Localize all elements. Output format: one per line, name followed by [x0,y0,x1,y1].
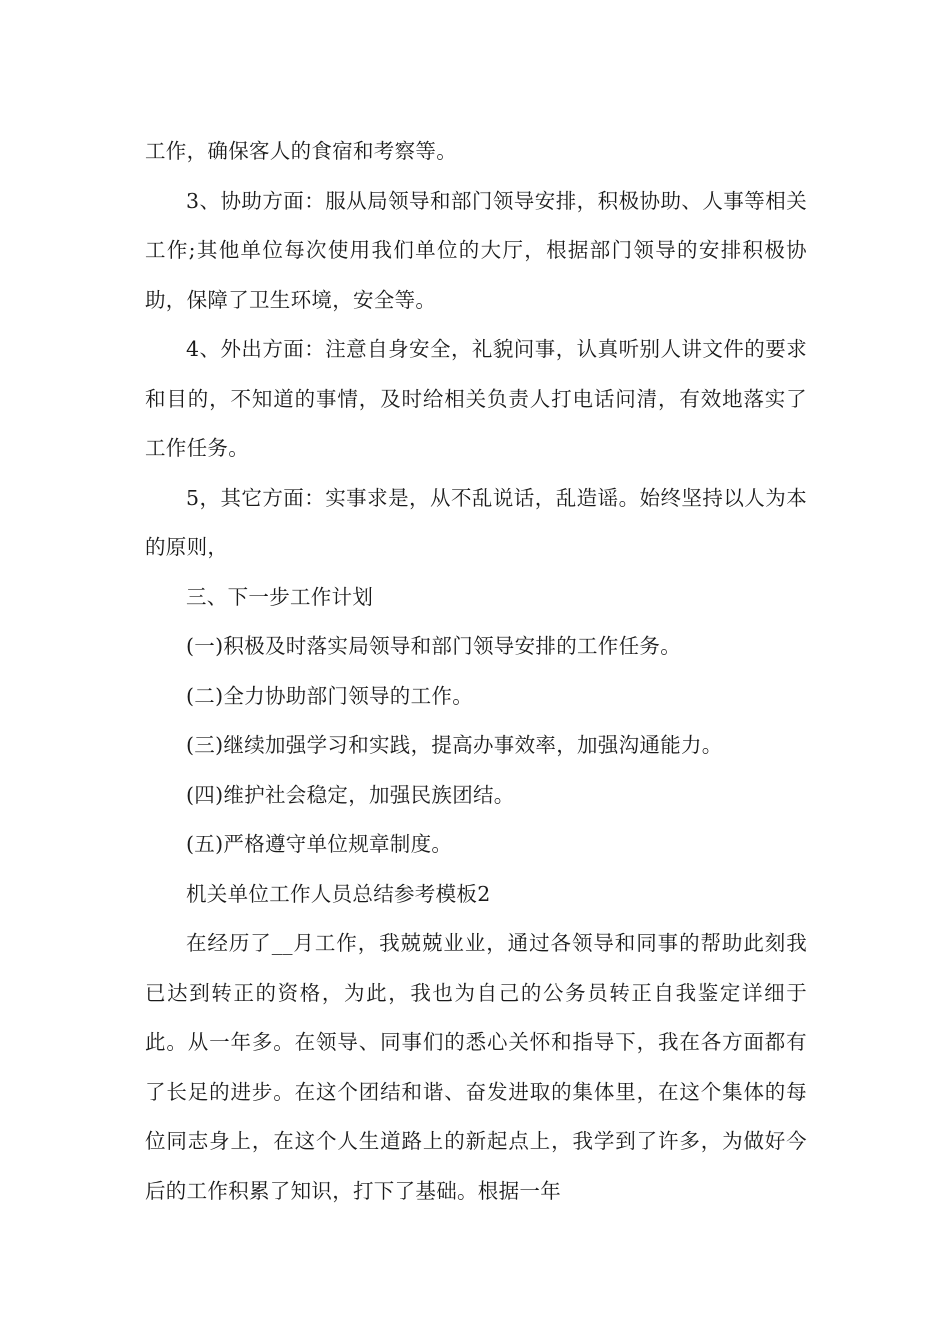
plan-item-5: (五)严格遵守单位规章制度。 [186,832,453,856]
paragraph-1: 工作，确保客人的食宿和考察等。 [145,139,457,163]
paragraph-3: 4、外出方面：注意自身安全，礼貌问事，认真听别人讲文件的要求和目的，不知道的事情，及时给相关负责人打电话问清，有效地落实了工作任务。 [145,337,807,460]
paragraph-body-2: 在经历了__月工作，我兢兢业业，通过各领导和同事的帮助此刻我已达到转正的资格，为此，我也为自己的公务员转正自我鉴定详细于此。从一年多。在领导、同事们的悉心关怀和指导下，我在各方面都有了长足的进步。在这个团结和谐、奋发进取的集体里，在这个集体的每位同志身上，在这个人生道路上的新起点上，我学到了许多，为做好今后的工作积累了知识，打下了基础。根据一年 [145,931,807,1203]
plan-item-2: (二)全力协助部门领导的工作。 [186,683,473,708]
plan-item-4: (四)维护社会稳定，加强民族团结。 [186,782,515,807]
template-title-2: 机关单位工作人员总结参考模板2 [186,881,491,906]
plan-item-1: (一)积极及时落实局领导和部门领导安排的工作任务。 [186,634,681,658]
document-body [145,127,807,1216]
section-heading-next-plan: 三、下一步工作计划 [186,584,374,609]
plan-item-3: (三)继续加强学习和实践，提高办事效率，加强沟通能力。 [186,733,723,757]
paragraph-2: 3、协助方面：服从局领导和部门领导安排，积极协助、人事等相关工作;其他单位每次使用我们单位的大厅，根据部门领导的安排积极协助，保障了卫生环境，安全等。 [145,188,807,312]
paragraph-4: 5，其它方面：实事求是，从不乱说话，乱造谣。始终坚持以人为本的原则， [145,485,807,559]
